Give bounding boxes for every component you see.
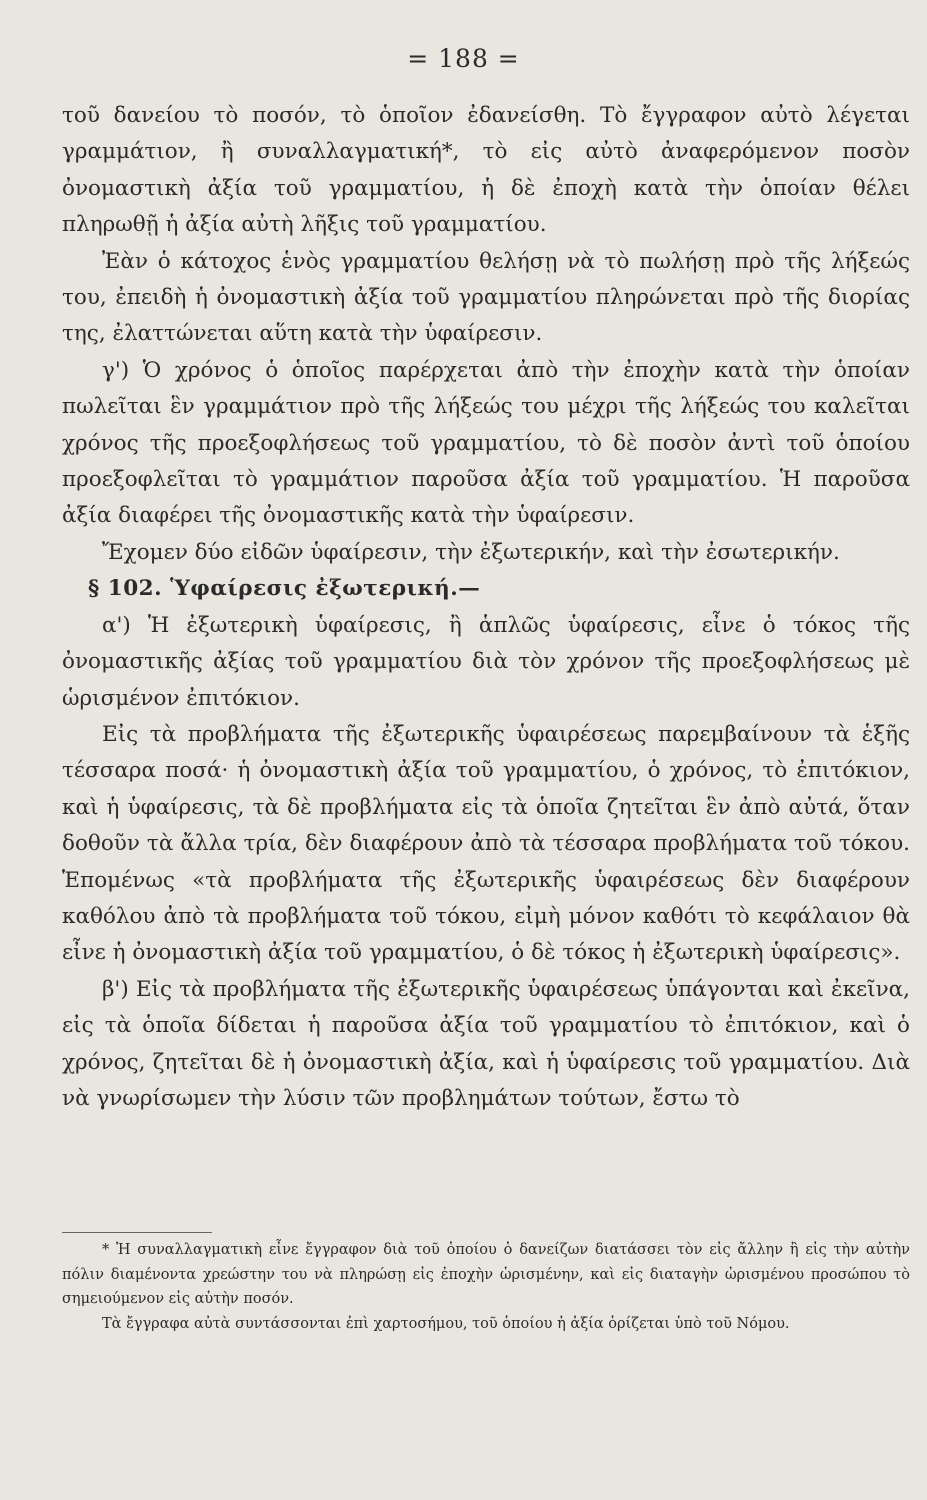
paragraph: β') Εἰς τὰ προβλήματα τῆς ἐξωτερικῆς ὑφαιρέσεως ὑπάγονται καὶ ἐκεῖνα, εἰς τὰ ὁποῖα δίδεται ἡ παροῦσα ἀξία τοῦ γραμματίου τὸ ἐπιτόκιον, καὶ ὁ χρόνος, ζητεῖται δὲ ἡ ὀνομαστικὴ ἀξία, καὶ ἡ ὑφαίρεσις τοῦ γραμματίου. Διὰ νὰ γνωρίσωμεν τὴν λύσιν τῶν προβλημάτων τούτων, ἔστω τὸ [62, 976, 910, 1111]
main-text [62, 98, 910, 1117]
paragraph: Ἔχομεν δύο εἰδῶν ὑφαίρεσιν, τὴν ἐξωτερικήν, καὶ τὴν ἐσωτερικήν. [102, 539, 840, 565]
footnote: Τὰ ἔγγραφα αὐτὰ συντάσσονται ἐπὶ χαρτοσήμου, τοῦ ὁποίου ἡ ἀξία ὁρίζεται ὑπὸ τοῦ Νόμου. [102, 1315, 790, 1332]
page-number: = 188 = [407, 44, 520, 73]
paragraph: α') Ἡ ἐξωτερικὴ ὑφαίρεσις, ἢ ἁπλῶς ὑφαίρεσις, εἶνε ὁ τόκος τῆς ὀνομαστικῆς ἀξίας τοῦ γραμματίου διὰ τὸν χρόνον τῆς προεξοφλήσεως μὲ ὡρισμένον ἐπιτόκιον. [62, 612, 910, 711]
footnote-divider [62, 1232, 212, 1233]
footnote: * Ἡ συναλλαγματικὴ εἶνε ἔγγραφον διὰ τοῦ ὁποίου ὁ δανείζων διατάσσει τὸν εἰς ἄλλην ἢ εἰς τὴν αὐτὴν πόλιν διαμένοντα χρεώστην του νὰ πληρώσῃ εἰς ἐποχὴν ὡρισμένην, καὶ εἰς διαταγὴν ὡρισμένου προσώπου τὸ σημειούμενον εἰς αὐτὴν ποσόν. [62, 1242, 910, 1307]
section-heading: § 102. Ὑφαίρεσις ἐξωτερική.— [88, 576, 481, 602]
paragraph: Ἐὰν ὁ κάτοχος ἑνὸς γραμματίου θελήσῃ νὰ τὸ πωλήσῃ πρὸ τῆς λήξεώς του, ἐπειδὴ ἡ ὀνομαστικὴ ἀξία τοῦ γραμματίου πληρώνεται πρὸ τῆς διορίας της, ἐλαττώνεται αὕτη κατὰ τὴν ὑφαίρεσιν. [62, 248, 910, 347]
paragraph: τοῦ δανείου τὸ ποσόν, τὸ ὁποῖον ἐδανείσθη. Τὸ ἔγγραφον αὐτὸ λέγεται γραμμάτιον, ἢ συναλλαγματική*, τὸ εἰς αὐτὸ ἀναφερόμενον ποσὸν ὀνομαστικὴ ἀξία τοῦ γραμματίου, ἡ δὲ ἐποχὴ κατὰ τὴν ὁποίαν θέλει πληρωθῇ ἡ ἀξία αὐτὴ λῆξις τοῦ γραμματίου. [62, 103, 910, 238]
paragraph: Εἰς τὰ προβλήματα τῆς ἐξωτερικῆς ὑφαιρέσεως παρεμβαίνουν τὰ ἑξῆς τέσσαρα ποσά· ἡ ὀνομαστικὴ ἀξία τοῦ γραμματίου, ὁ χρόνος, τὸ ἐπιτόκιον, καὶ ἡ ὑφαίρεσις, τὰ δὲ προβλήματα εἰς τὰ ὁποῖα ζητεῖται ἓν ἀπὸ αὐτά, ὅταν δοθοῦν τὰ ἄλλα τρία, δὲν διαφέρουν ἀπὸ τὰ τέσσαρα προβλήματα τοῦ τόκου. Ἑπομένως «τὰ προβλήματα τῆς ἐξωτερικῆς ὑφαιρέσεως δὲν διαφέρουν καθόλου ἀπὸ τὰ προβλήματα τοῦ τόκου, εἰμὴ μόνον καθότι τὸ κεφάλαιον θὰ εἶνε ἡ ὀνομαστικὴ ἀξία τοῦ γραμματίου, ὁ δὲ τόκος ἡ ἐξωτερικὴ ὑφαίρεσις». [62, 721, 910, 966]
footnotes [62, 1238, 910, 1336]
paragraph: γ') Ὁ χρόνος ὁ ὁποῖος παρέρχεται ἀπὸ τὴν ἐποχὴν κατὰ τὴν ὁποίαν πωλεῖται ἓν γραμμάτιον πρὸ τῆς λήξεώς του μέχρι τῆς λήξεώς του καλεῖται χρόνος τῆς προεξοφλήσεως τοῦ γραμματίου, τὸ δὲ ποσὸν ἀντὶ τοῦ ὁποίου προεξοφλεῖται τὸ γραμμάτιον παροῦσα ἀξία τοῦ γραμματίου. Ἡ παροῦσα ἀξία διαφέρει τῆς ὀνομαστικῆς κατὰ τὴν ὑφαίρεσιν. [62, 357, 910, 529]
